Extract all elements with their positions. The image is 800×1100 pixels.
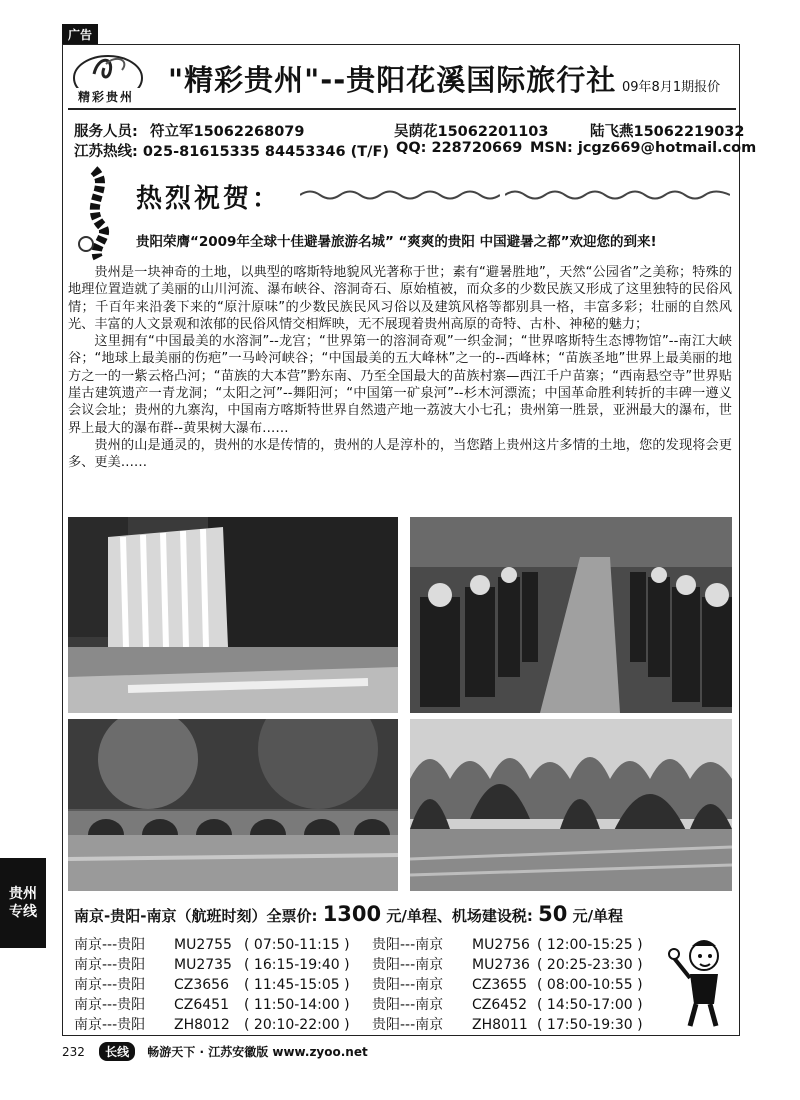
miao-people-photo: [410, 517, 732, 713]
flight-time: ( 11:45-15:05 ): [244, 977, 350, 993]
waterfall-photo: [68, 517, 398, 713]
flight-time: ( 11:50-14:00 ): [244, 997, 350, 1013]
flight-route: 贵阳---南京: [372, 997, 444, 1013]
brand-logo: [70, 52, 162, 106]
tax-value: 50: [538, 902, 568, 926]
flight-row: [372, 955, 662, 975]
flight-row: [372, 1015, 662, 1035]
staff-3: 陆飞燕15062219032: [590, 124, 745, 140]
flight-number: ZH8012: [174, 1017, 230, 1033]
intro-paragraph-2: 这里拥有“中国最美的水溶洞”--龙宫；“世界第一的溶洞奇观”一织金洞；“世界喀斯特生态博物馆”--南江大峡谷；“地球上最美丽的伤疤”一马岭河峡谷；“中国最美的五大峰林”之一的--西峰林；“苗族圣地”世界上最美丽的地方之一的一紫云格凸河；“苗族的大本营”黔东南、乃至全国最大的苗族村寨—西江千户苗寨；“西南悬空寺”世界贴崖古建筑遗产一青龙洞；“太阳之河”--舞阳河；“中国第一矿泉河”--杉木河漂流；中国革命胜利转折的丰碑一遵义会议会址；贵州的九寨沟，中国南方喀斯特世界自然遗产地一荔波大小七孔；贵州第一胜景，亚洲最大的瀑布，世界上最大的瀑布群--黄果树大瀑布……: [68, 334, 732, 436]
flight-number: CZ6452: [472, 997, 527, 1013]
flight-route: 贵阳---南京: [372, 977, 444, 993]
flight-time: ( 20:10-22:00 ): [244, 1017, 350, 1033]
stone-bridge-photo: [68, 719, 398, 891]
flight-time: ( 08:00-10:55 ): [537, 977, 643, 993]
price-line: [74, 902, 623, 926]
flight-number: MU2756: [472, 937, 530, 953]
page-footer: [62, 1042, 368, 1061]
flight-number: MU2736: [472, 957, 530, 973]
flight-row: [74, 975, 364, 995]
flight-route: 南京---贵阳: [74, 977, 146, 993]
page-title: "精彩贵州"--贵阳花溪国际旅行社: [168, 63, 617, 97]
flight-route: 贵阳---南京: [372, 1017, 444, 1033]
flight-number: CZ6451: [174, 997, 229, 1013]
page-number: 232: [62, 1045, 85, 1059]
decorative-brush-icon: [72, 166, 122, 262]
flight-route: 南京---贵阳: [74, 997, 146, 1013]
issue-label: 09年8月1期报价: [622, 80, 721, 95]
intro-paragraph-3: 贵州的山是通灵的，贵州的水是传情的，贵州的人是淳朴的，当您踏上贵州这片多情的土地，您的发现将会更多、更美……: [68, 437, 732, 471]
flight-row: [372, 935, 662, 955]
logo-text: 精彩贵州: [78, 90, 135, 104]
flight-time: ( 14:50-17:00 ): [537, 997, 643, 1013]
return-flights: [372, 935, 662, 1035]
flight-time: ( 12:00-15:25 ): [537, 937, 643, 953]
intro-paragraph-1: 贵州是一块神奇的土地，以典型的喀斯特地貌风光著称于世；素有“避暑胜地”，天然“公园省”之美称；特殊的地理位置造就了美丽的山川河流、瀑布峡谷、溶洞奇石、原始植被，而众多的少数民族又形成了这里独特的民俗风情；千百年来沿袭下来的“原汁原味”的少数民族民风习俗以及建筑风格等都别具一格，丰富多彩；壮丽的自然风光、丰富的人文景观和浓郁的民俗风情交相辉映，无不展现着贵州高原的奇特、古朴、神秘的魅力；: [68, 265, 732, 332]
side-tab-line1: 贵州: [9, 886, 37, 902]
flight-route: 南京---贵阳: [74, 957, 146, 973]
flight-route: 贵阳---南京: [372, 937, 444, 953]
flight-row: [74, 955, 364, 975]
side-tab: [0, 858, 46, 948]
qq-number: QQ: 228720669: [396, 140, 523, 156]
flight-number: ZH8011: [472, 1017, 528, 1033]
welcome-banner: 贵阳荣膺“2009年全球十佳避暑旅游名城” “爽爽的贵阳 中国避暑之都”欢迎您的到来!: [136, 234, 657, 250]
congrats-heading: 热烈祝贺：: [136, 184, 282, 214]
swirl-ornament-right: [505, 188, 730, 202]
intro-text: [68, 264, 732, 472]
swirl-ornament-left: [300, 188, 500, 202]
footer-text: 畅游天下 · 江苏安徽版 www.zyoo.net: [147, 1045, 368, 1059]
footer-pill: 长线: [99, 1042, 135, 1061]
flight-number: MU2755: [174, 937, 232, 953]
cartoon-man-icon: [666, 934, 732, 1030]
flight-row: [372, 995, 662, 1015]
staff-1: 符立军15062268079: [150, 124, 305, 140]
flight-route: 南京---贵阳: [74, 937, 146, 953]
staff-2: 吴荫花15062201103: [394, 124, 549, 140]
flight-row: [74, 995, 364, 1015]
flight-number: CZ3656: [174, 977, 229, 993]
msn-address: MSN: jcgz669@hotmail.com: [530, 140, 757, 156]
fare-value: 1300: [322, 902, 382, 926]
flight-time: ( 17:50-19:30 ): [537, 1017, 643, 1033]
ad-tag: 广告: [62, 24, 98, 44]
flight-number: CZ3655: [472, 977, 527, 993]
side-tab-line2: 专线: [9, 904, 37, 920]
outbound-flights: [74, 935, 364, 1035]
flight-route: 贵阳---南京: [372, 957, 444, 973]
karst-peaks-photo: [410, 719, 732, 891]
flight-row: [74, 1015, 364, 1035]
flight-row: [74, 935, 364, 955]
price-prefix: 南京-贵阳-南京（航班时刻）全票价:: [74, 907, 318, 925]
tax-suffix: 元/单程: [572, 907, 624, 925]
flight-time: ( 20:25-23:30 ): [537, 957, 643, 973]
flight-number: MU2735: [174, 957, 232, 973]
fare-suffix: 元/单程、机场建设税:: [386, 907, 533, 925]
flight-row: [372, 975, 662, 995]
flight-time: ( 16:15-19:40 ): [244, 957, 350, 973]
staff-label: 服务人员:: [74, 124, 138, 140]
header-divider: [68, 108, 736, 110]
hotline: 江苏热线: 025-81615335 84453346 (T/F): [74, 144, 389, 160]
flight-route: 南京---贵阳: [74, 1017, 146, 1033]
flight-time: ( 07:50-11:15 ): [244, 937, 350, 953]
